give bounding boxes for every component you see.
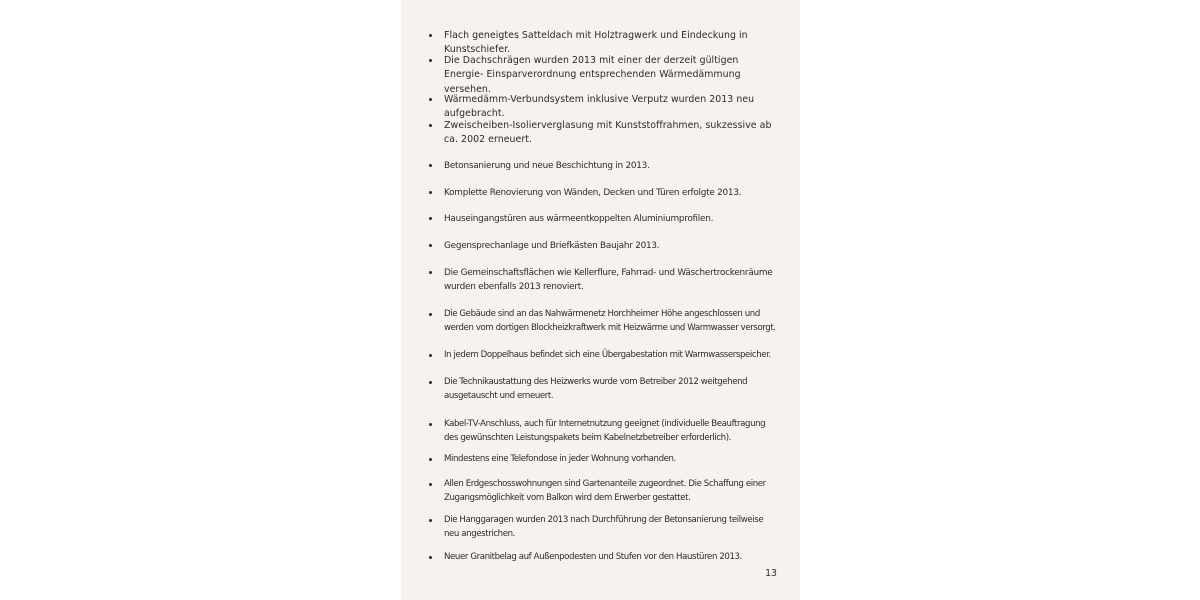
list-item: Mindestens eine Telefondose in jeder Wohnung vorhanden. bbox=[444, 453, 779, 467]
list-item: Allen Erdgeschosswohnungen sind Gartenanteile zugeordnet. Die Schaffung einer Zugangsmöglichkeit vom Balkon wird dem Erwerber gestattet. bbox=[444, 478, 779, 505]
list-item: Betonsanierung und neue Beschichtung in 2013. bbox=[444, 159, 779, 173]
list-item: Komplette Renovierung von Wänden, Decken und Türen erfolgte 2013. bbox=[444, 186, 779, 200]
list-item: In jedem Doppelhaus befindet sich eine Übergabestation mit Warmwasserspeicher. bbox=[444, 349, 779, 363]
list-item: Hauseingangstüren aus wärmeentkoppelten Aluminiumprofilen. bbox=[444, 212, 779, 226]
list-item: Kabel-TV-Anschluss, auch für Internetnutzung geeignet (individuelle Beauftragung des gewünschten Leistungspakets beim Kabelnetzbetreiber erforderlich). bbox=[444, 418, 779, 445]
list-item: Neuer Granitbelag auf Außenpodesten und Stufen vor den Haustüren 2013. bbox=[444, 551, 779, 565]
list-item: Gegensprechanlage und Briefkästen Baujahr 2013. bbox=[444, 239, 779, 253]
list-item: Die Dachschrägen wurden 2013 mit einer der derzeit gültigen Energie- Einsparverordnung entsprechenden Wärmedämmung versehen. bbox=[444, 54, 779, 97]
list-item: Die Hanggaragen wurden 2013 nach Durchführung der Betonsanierung teilweise neu angestrichen. bbox=[444, 514, 779, 541]
document-page bbox=[401, 0, 800, 600]
list-item: Die Gebäude sind an das Nahwärmenetz Horchheimer Höhe angeschlossen und werden vom dortigen Blockheizkraftwerk mit Heizwärme und Warmwasser versorgt. bbox=[444, 308, 779, 335]
list-item: Die Gemeinschaftsflächen wie Kellerflure, Fahrrad- und Wäschertrockenräume wurden ebenfalls 2013 renoviert. bbox=[444, 266, 779, 295]
list-item: Flach geneigtes Satteldach mit Holztragwerk und Eindeckung in Kunstschiefer. bbox=[444, 29, 779, 58]
list-item: Wärmedämm-Verbundsystem inklusive Verputz wurden 2013 neu aufgebracht. bbox=[444, 93, 779, 122]
list-item: Zweischeiben-Isolierverglasung mit Kunststoffrahmen, sukzessive ab ca. 2002 erneuert. bbox=[444, 119, 779, 148]
list-item: Die Technikaustattung des Heizwerks wurde vom Betreiber 2012 weitgehend ausgetauscht und erneuert. bbox=[444, 376, 779, 403]
page-number: 13 bbox=[765, 568, 777, 579]
